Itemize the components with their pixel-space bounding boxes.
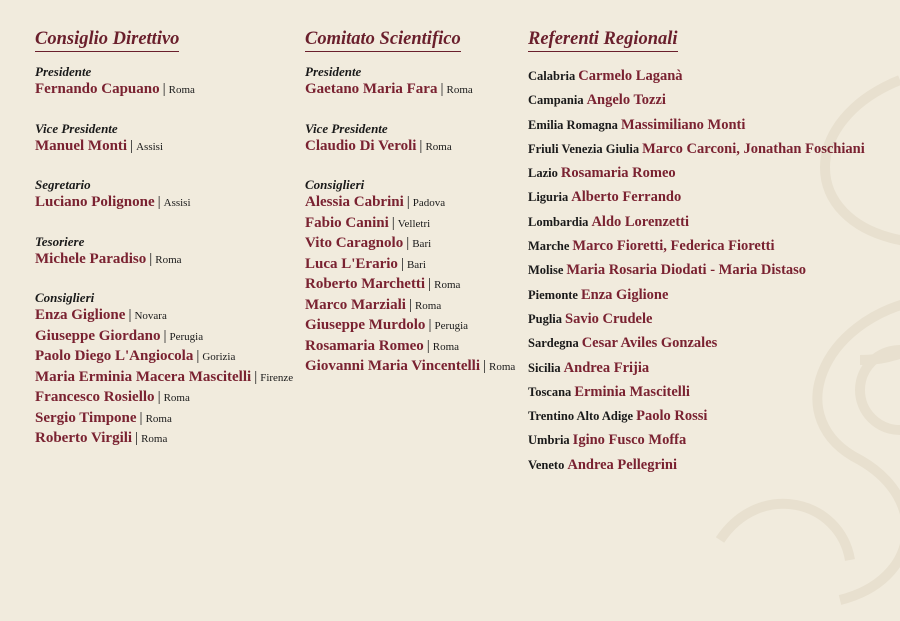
comitato-scientifico-column (305, 28, 525, 398)
separator: | (135, 430, 139, 446)
referenti-regionali-heading: Referenti Regionali (528, 28, 678, 52)
region-row (528, 331, 888, 355)
region-row (528, 404, 888, 428)
region-referents: Erminia Mascitelli (574, 383, 690, 400)
region-referents: Marco Fioretti, Federica Fioretti (572, 238, 775, 255)
member-row (35, 137, 300, 158)
member-name: Sergio Timpone (35, 409, 137, 426)
member-row (35, 193, 300, 214)
member-row (35, 429, 300, 450)
member-name: Luciano Polignone (35, 194, 155, 210)
comitato-scientifico-heading: Comitato Scientifico (305, 28, 461, 52)
member-name: Michele Paradiso (35, 250, 147, 267)
region-referents: Igino Fusco Moffa (572, 432, 687, 449)
member-city: Roma (155, 253, 182, 266)
separator: | (400, 255, 404, 272)
member-row (305, 80, 525, 101)
member-row (305, 337, 525, 358)
comitato-groups (305, 64, 525, 378)
role-label: Vice Presidente (305, 120, 388, 136)
member-name: Roberto Marchetti (305, 276, 426, 292)
separator: | (440, 81, 444, 97)
member-name: Giuseppe Murdolo (305, 317, 426, 333)
member-name: Francesco Rosiello (35, 389, 155, 405)
region-name: Friuli Venezia Giulia (528, 141, 640, 156)
member-city: Bari (406, 258, 426, 271)
member-name: Claudio Di Veroli (305, 137, 417, 154)
role-label: Tesoriere (35, 233, 85, 249)
member-city: Bari (412, 238, 432, 250)
member-city: Roma (168, 84, 195, 96)
region-referents: Alberto Ferrando (571, 189, 682, 206)
region-name: Calabria (528, 69, 576, 83)
role-group (305, 177, 525, 378)
member-city: Assisi (136, 140, 164, 153)
member-name: Manuel Monti (35, 137, 128, 154)
member-row (35, 368, 300, 389)
region-name: Umbria (528, 433, 570, 448)
role-label: Segretario (35, 177, 91, 192)
separator: | (428, 317, 432, 333)
member-name: Luca L'Erario (305, 255, 398, 272)
member-city: Roma (489, 361, 516, 373)
member-row (35, 409, 300, 430)
region-name: Emilia Romagna (528, 117, 618, 132)
member-name: Giovanni Maria Vincentelli (305, 358, 480, 374)
separator: | (483, 358, 487, 374)
member-row (35, 306, 300, 327)
member-city: Roma (145, 412, 172, 425)
consiglio-groups (35, 64, 300, 450)
region-referents: Paolo Rossi (636, 408, 708, 425)
member-row (305, 275, 525, 296)
region-row (528, 137, 888, 161)
member-city: Assisi (163, 197, 191, 209)
member-city: Roma (163, 392, 190, 404)
region-name: Sardegna (528, 336, 579, 351)
separator: | (130, 137, 134, 154)
member-city: Roma (414, 299, 442, 312)
member-name: Gaetano Maria Fara (305, 81, 438, 97)
region-name: Lombardia (528, 214, 589, 229)
region-referents: Enza Giglione (580, 286, 669, 303)
role-label: Presidente (305, 64, 362, 79)
member-city: Padova (412, 197, 446, 209)
member-row (305, 296, 525, 317)
member-city: Roma (446, 84, 473, 96)
region-row (528, 161, 888, 185)
consiglio-direttivo-heading: Consiglio Direttivo (35, 28, 179, 52)
member-row (35, 347, 300, 368)
member-row (305, 234, 525, 255)
region-name: Campania (528, 93, 584, 108)
region-name: Sicilia (528, 360, 561, 375)
separator: | (391, 214, 395, 231)
separator: | (254, 368, 258, 385)
member-city: Roma (434, 279, 461, 291)
member-name: Rosamaria Romeo (305, 337, 424, 354)
region-row (528, 283, 888, 307)
separator: | (428, 276, 432, 292)
region-name: Lazio (528, 166, 558, 181)
separator: | (162, 81, 166, 97)
member-row (35, 327, 300, 348)
separator: | (139, 409, 143, 426)
region-row (528, 428, 888, 452)
member-city: Roma (432, 340, 460, 353)
role-label: Consiglieri (35, 290, 95, 305)
member-name: Maria Erminia Macera Mascitelli (35, 368, 252, 385)
member-city: Gorizia (202, 351, 236, 363)
member-name: Paolo Diego L'Angiocola (35, 348, 194, 364)
region-name: Liguria (528, 190, 569, 205)
region-row (528, 210, 888, 234)
member-row (35, 80, 300, 101)
role-group (35, 121, 300, 158)
role-group (35, 177, 300, 214)
separator: | (157, 389, 161, 405)
region-referents: Maria Rosaria Diodati - Maria Distaso (566, 262, 807, 279)
region-row (528, 88, 888, 112)
region-referents: Savio Crudele (565, 310, 653, 327)
separator: | (408, 296, 412, 313)
region-referents: Andrea Pellegrini (567, 456, 678, 473)
role-group (35, 290, 300, 450)
separator: | (196, 348, 200, 364)
member-row (35, 388, 300, 409)
region-referents: Cesar Aviles Gonzales (581, 335, 718, 352)
region-referents: Angelo Tozzi (586, 92, 666, 109)
role-group (305, 64, 525, 101)
region-name: Molise (528, 263, 564, 278)
separator: | (163, 327, 167, 344)
separator: | (406, 235, 410, 251)
member-row (305, 137, 525, 158)
region-row (528, 185, 888, 209)
member-row (305, 357, 525, 378)
region-row (528, 307, 888, 331)
region-referents: Rosamaria Romeo (560, 165, 676, 182)
member-city: Firenze (260, 371, 294, 384)
member-city: Perugia (434, 320, 469, 332)
member-city: Novara (134, 310, 167, 322)
role-label: Consiglieri (305, 177, 365, 192)
region-row (528, 380, 888, 404)
member-city: Roma (425, 140, 452, 153)
referenti-regionali-column (528, 28, 888, 477)
member-name: Alessia Cabrini (305, 194, 404, 210)
separator: | (128, 307, 132, 323)
consiglio-direttivo-column (35, 28, 300, 470)
separator: | (157, 194, 161, 210)
region-referents: Andrea Frijia (563, 359, 650, 376)
role-group (305, 121, 525, 158)
member-name: Marco Marziali (305, 296, 406, 313)
member-row (305, 214, 525, 235)
member-city: Roma (141, 433, 168, 445)
member-row (35, 250, 300, 271)
region-name: Veneto (528, 457, 565, 472)
separator: | (149, 250, 153, 267)
separator: | (419, 137, 423, 154)
region-row (528, 356, 888, 380)
member-city: Perugia (169, 330, 204, 343)
member-name: Vito Caragnolo (305, 235, 404, 251)
region-row (528, 453, 888, 477)
region-row (528, 113, 888, 137)
region-name: Puglia (528, 311, 563, 326)
region-row (528, 64, 888, 88)
role-label: Vice Presidente (35, 120, 118, 136)
region-name: Toscana (528, 384, 572, 399)
member-name: Roberto Virgili (35, 430, 133, 446)
referenti-rows (528, 64, 888, 477)
member-row (305, 255, 525, 276)
separator: | (406, 194, 410, 210)
member-name: Enza Giglione (35, 307, 126, 323)
member-name: Fabio Canini (305, 214, 389, 231)
region-name: Marche (528, 239, 570, 254)
member-name: Giuseppe Giordano (35, 327, 161, 344)
region-row (528, 258, 888, 282)
region-row (528, 234, 888, 258)
role-group (35, 64, 300, 101)
member-row (305, 316, 525, 337)
separator: | (426, 337, 430, 354)
region-referents: Marco Carconi, Jonathan Foschiani (642, 140, 865, 157)
region-referents: Carmelo Laganà (578, 68, 683, 84)
region-referents: Aldo Lorenzetti (591, 213, 690, 230)
region-name: Piemonte (528, 287, 578, 302)
member-name: Fernando Capuano (35, 81, 160, 97)
region-name: Trentino Alto Adige (528, 409, 634, 424)
region-referents: Massimiliano Monti (620, 116, 746, 133)
member-row (305, 193, 525, 214)
role-label: Presidente (35, 64, 92, 79)
member-city: Velletri (397, 217, 431, 230)
role-group (35, 234, 300, 271)
